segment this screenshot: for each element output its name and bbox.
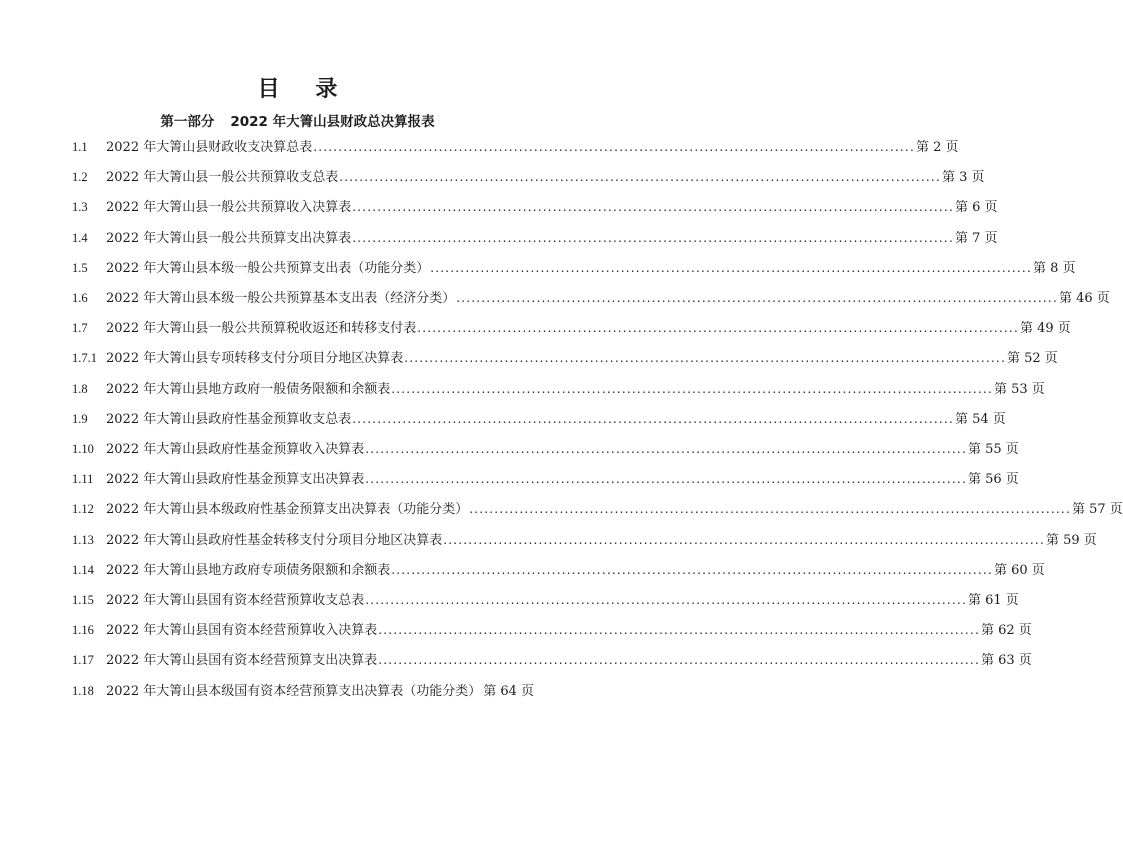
toc-leader-dots: ........................................................................................................................ <box>391 381 993 396</box>
section-part-label: 第一部分 <box>160 114 215 130</box>
toc-leader-dots: ........................................................................................................................ <box>469 502 1071 517</box>
toc-leader-dots: ........................................................................................................................ <box>378 653 980 668</box>
toc-entry-number: 1.4 <box>72 230 88 245</box>
toc-title: 目 录 <box>257 76 352 102</box>
toc-entry-page: 第 60 页 <box>993 562 1045 578</box>
toc-leader-dots: ........................................................................................................................ <box>352 411 954 426</box>
toc-entry[interactable] <box>72 680 535 702</box>
toc-entry[interactable] <box>72 227 998 249</box>
toc-leader-dots: ........................................................................................................................ <box>391 562 993 577</box>
toc-entry-title: 2022 年大箐山县本级政府性基金预算支出决算表（功能分类） <box>106 502 469 518</box>
toc-leader-dots: ........................................................................................................................ <box>443 532 1045 547</box>
toc-leader-dots: ........................................................................................................................ <box>365 442 967 456</box>
toc-entry[interactable] <box>72 136 959 158</box>
toc-entry-page: 第 54 页 <box>954 411 1006 427</box>
toc-entry-number: 1.2 <box>72 170 88 185</box>
toc-entry-number: 1.1 <box>72 140 88 154</box>
toc-entry-number: 1.10 <box>72 442 94 456</box>
toc-entry-number: 1.17 <box>72 653 94 668</box>
toc-entry-page: 第 55 页 <box>967 442 1019 457</box>
toc-entry[interactable] <box>72 317 1071 339</box>
toc-entry-title: 2022 年大箐山县政府性基金转移支付分项目分地区决算表 <box>106 532 443 548</box>
toc-entry-title: 2022 年大箐山县政府性基金预算收入决算表 <box>106 442 365 457</box>
toc-entry-page: 第 64 页 <box>483 683 535 699</box>
toc-entry-number: 1.18 <box>72 683 94 698</box>
toc-entry[interactable] <box>72 498 1123 520</box>
toc-entry[interactable] <box>72 649 1032 671</box>
toc-leader-dots: ........................................................................................................................ <box>456 291 1058 305</box>
toc-leader-dots: ........................................................................................................................ <box>378 623 980 638</box>
toc-entry-number: 1.15 <box>72 593 94 607</box>
toc-entry-title: 2022 年大箐山县国有资本经营预算收入决算表 <box>106 623 378 639</box>
toc-entry-page: 第 56 页 <box>967 472 1019 488</box>
toc-entry-page: 第 63 页 <box>980 653 1032 669</box>
toc-entry-title: 2022 年大箐山县一般公共预算收支总表 <box>106 170 339 186</box>
toc-entry-title: 2022 年大箐山县一般公共预算支出决算表 <box>106 230 352 246</box>
toc-entry-page: 第 6 页 <box>954 200 998 216</box>
toc-entry-page: 第 3 页 <box>941 170 985 186</box>
toc-entry-page: 第 49 页 <box>1019 321 1071 337</box>
toc-entry-page: 第 57 页 <box>1071 502 1123 518</box>
toc-entry-number: 1.12 <box>72 502 94 517</box>
toc-leader-dots: ........................................................................................................................ <box>417 321 1019 336</box>
toc-entry-title: 2022 年大箐山县财政收支决算总表 <box>106 140 313 155</box>
toc-entry-page: 第 62 页 <box>980 623 1032 639</box>
toc-entry-title: 2022 年大箐山县政府性基金预算收支总表 <box>106 411 352 427</box>
toc-entry-page: 第 53 页 <box>993 381 1045 397</box>
toc-entry-page: 第 8 页 <box>1032 260 1076 276</box>
toc-entry-title: 2022 年大箐山县国有资本经营预算支出决算表 <box>106 653 378 669</box>
toc-entry-number: 1.3 <box>72 200 88 215</box>
toc-entry-title: 2022 年大箐山县本级国有资本经营预算支出决算表（功能分类） <box>106 683 482 699</box>
toc-entry-title: 2022 年大箐山县一般公共预算税收返还和转移支付表 <box>106 321 417 337</box>
toc-entry[interactable] <box>72 619 1032 641</box>
toc-entry-page: 第 2 页 <box>915 140 959 155</box>
toc-entry-title: 2022 年大箐山县本级一般公共预算支出表（功能分类） <box>106 260 430 276</box>
toc-entry-title: 2022 年大箐山县政府性基金预算支出决算表 <box>106 472 365 488</box>
toc-entry[interactable] <box>72 347 1058 369</box>
toc-entry-title: 2022 年大箐山县本级一般公共预算基本支出表（经济分类） <box>106 291 456 306</box>
toc-entry-number: 1.11 <box>72 472 94 487</box>
toc-entry[interactable] <box>72 257 1076 279</box>
toc-entry[interactable] <box>72 529 1097 551</box>
toc-entry-title: 2022 年大箐山县专项转移支付分项目分地区决算表 <box>106 351 404 367</box>
toc-entry-number: 1.16 <box>72 623 94 638</box>
toc-entry[interactable] <box>72 468 1019 490</box>
toc-entry-page: 第 7 页 <box>954 230 998 246</box>
toc-entry-number: 1.7.1 <box>72 351 97 366</box>
toc-entry-page: 第 61 页 <box>967 593 1019 608</box>
toc-entry-page: 第 59 页 <box>1045 532 1097 548</box>
toc-entry[interactable] <box>72 166 985 188</box>
toc-leader-dots: ........................................................................................................................ <box>339 170 941 185</box>
toc-entry[interactable] <box>72 287 1110 309</box>
toc-leader-dots: ........................................................................................................................ <box>313 140 915 154</box>
toc-entry-title: 2022 年大箐山县国有资本经营预算收支总表 <box>106 593 365 608</box>
toc-entry-number: 1.8 <box>72 381 88 396</box>
toc-entry[interactable] <box>72 559 1045 581</box>
toc-leader-dots: ........................................................................................................................ <box>365 593 967 607</box>
toc-entry-number: 1.5 <box>72 260 88 275</box>
toc-entry-title: 2022 年大箐山县地方政府专项债务限额和余额表 <box>106 562 391 578</box>
toc-entry[interactable] <box>72 438 1019 460</box>
toc-entry-number: 1.9 <box>72 411 88 426</box>
toc-leader-dots: ........................................................................................................................ <box>365 472 967 487</box>
toc-entry-title: 2022 年大箐山县一般公共预算收入决算表 <box>106 200 352 216</box>
toc-entry-page: 第 46 页 <box>1058 291 1110 306</box>
toc-leader-dots: ........................................................................................................................ <box>352 230 954 245</box>
toc-entry-number: 1.13 <box>72 532 94 547</box>
toc-entry-page: 第 52 页 <box>1006 351 1058 367</box>
toc-entry-number: 1.7 <box>72 321 88 336</box>
toc-entry[interactable] <box>72 196 998 218</box>
toc-entry-number: 1.6 <box>72 291 88 305</box>
toc-entry[interactable] <box>72 589 1019 611</box>
toc-leader-dots: ........................................................................................................................ <box>352 200 954 215</box>
toc-entry[interactable] <box>72 378 1045 400</box>
section-title: 2022 年大箐山县财政总决算报表 <box>230 114 435 130</box>
toc-leader-dots: ........................................................................................................................ <box>430 260 1032 275</box>
toc-entry-number: 1.14 <box>72 562 94 577</box>
section-heading <box>0 110 595 130</box>
toc-entry-title: 2022 年大箐山县地方政府一般债务限额和余额表 <box>106 381 391 397</box>
toc-leader-dots: ........................................................................................................................ <box>404 351 1006 366</box>
toc-entry[interactable] <box>72 408 1006 430</box>
